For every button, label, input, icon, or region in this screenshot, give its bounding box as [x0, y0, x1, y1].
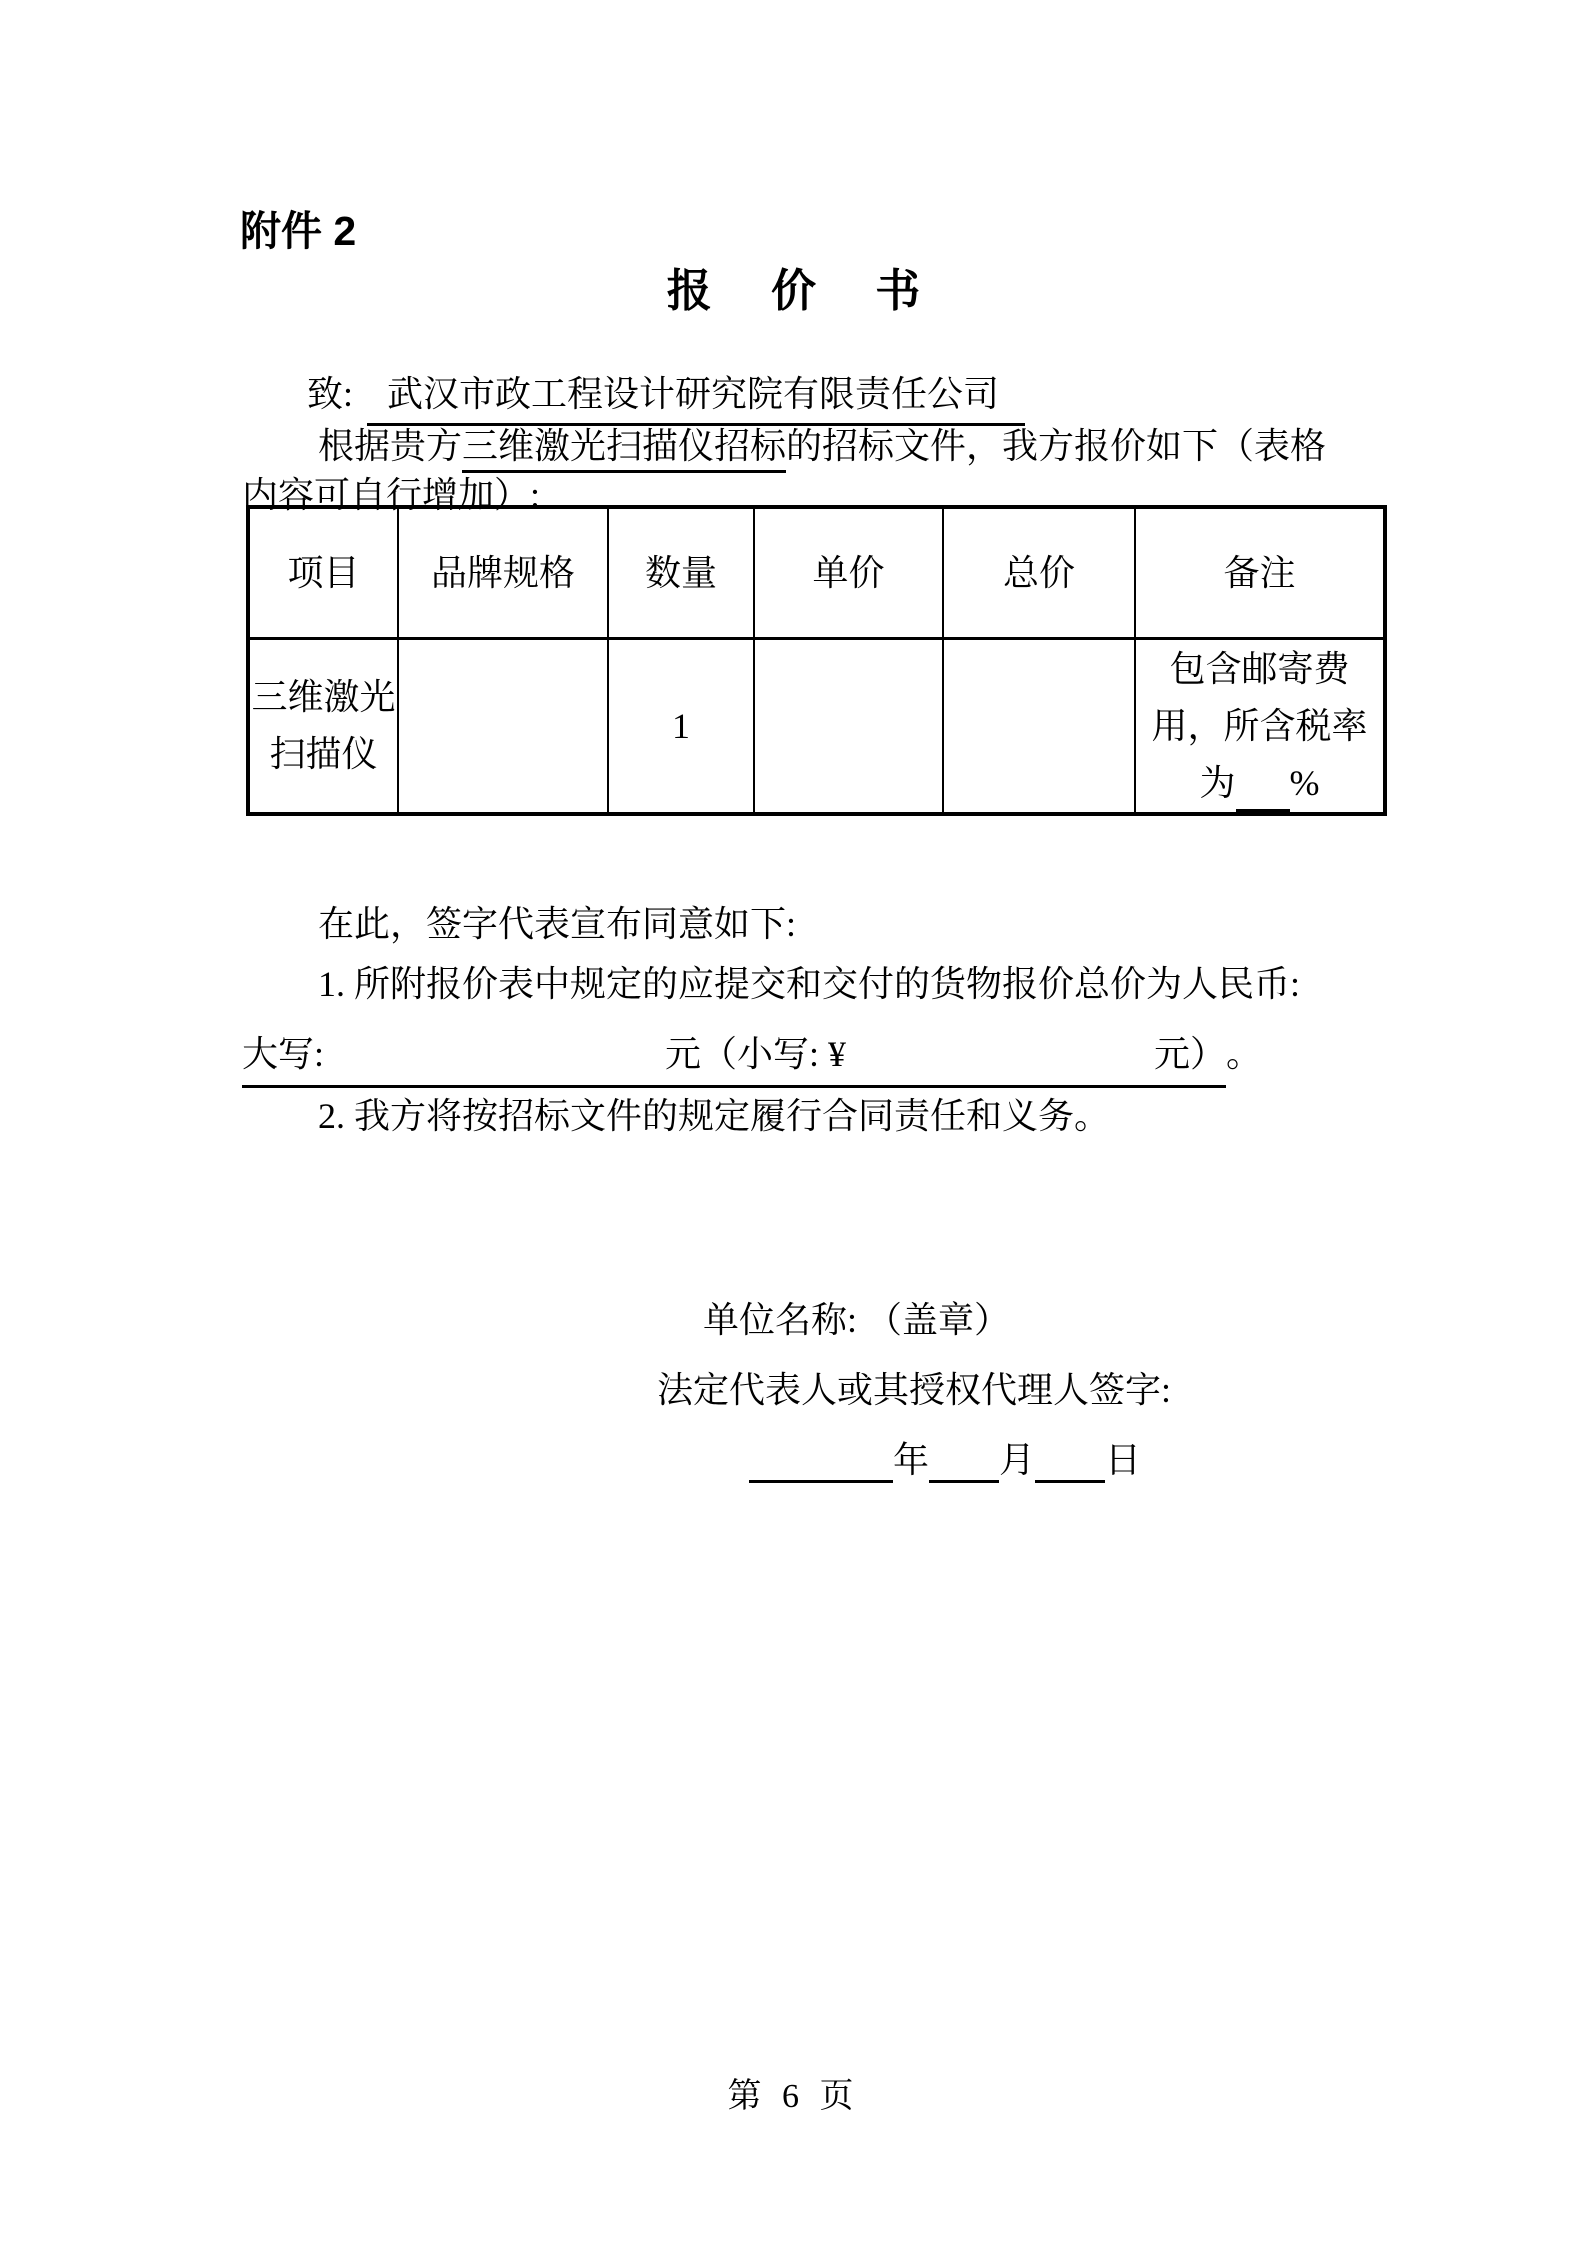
table-header-row — [248, 507, 1385, 639]
amount-period: 。 — [1226, 1034, 1263, 1074]
col-header-item: 项目 — [248, 507, 398, 639]
cell-brand-spec — [398, 639, 608, 815]
cell-total-price — [943, 639, 1135, 815]
cell-item: 三维激光扫描仪 — [248, 639, 398, 815]
cell-unit-price — [754, 639, 943, 815]
date-day-label: 日 — [1105, 1440, 1142, 1480]
salutation-line — [307, 366, 1025, 426]
date-day-blank — [1035, 1440, 1105, 1483]
tender-subject-underlined: 三维激光扫描仪招标 — [462, 426, 786, 473]
amount-yuan-close-label: 元） — [1154, 1034, 1227, 1074]
intro-paragraph-line1 — [242, 418, 1326, 469]
salutation-prefix: 致: — [307, 374, 354, 414]
col-header-total-price: 总价 — [943, 507, 1135, 639]
quotation-table — [246, 505, 1387, 816]
page-number-footer: 第 6 页 — [727, 2078, 860, 2115]
amount-underlined-segment — [242, 1026, 1226, 1088]
intro-text-post: 的招标文件，我方报价如下（表格 — [786, 426, 1327, 466]
date-month-label: 月 — [999, 1440, 1036, 1480]
amount-yuan-xiaoxie-label: 元（小写: ¥ — [665, 1034, 847, 1074]
date-month-blank — [929, 1440, 999, 1483]
declaration-item2: 2. 我方将按招标文件的规定履行合同责任和义务。 — [318, 1096, 1111, 1136]
signature-date-line — [749, 1432, 1141, 1483]
signature-company-seal-line: 单位名称: （盖章） — [703, 1300, 1011, 1340]
col-header-unit-price: 单价 — [754, 507, 943, 639]
intro-text-pre: 根据贵方 — [318, 426, 463, 466]
declaration-item1: 1. 所附报价表中规定的应提交和交付的货物报价总价为人民币: — [318, 964, 1301, 1004]
attachment-label: 附件 2 — [240, 208, 357, 254]
col-header-remark: 备注 — [1135, 507, 1385, 639]
remark-text: 包含邮寄费用，所含税率为 — [1151, 648, 1368, 803]
col-header-brand-spec: 品牌规格 — [398, 507, 608, 639]
declaration-intro: 在此，签字代表宣布同意如下: — [318, 904, 797, 944]
date-year-label: 年 — [893, 1440, 930, 1480]
document-title: 报 价 书 — [666, 266, 945, 316]
date-year-blank — [749, 1440, 893, 1483]
recipient-company-name: 武汉市政工程设计研究院有限责任公司 — [367, 366, 1025, 426]
intro-paragraph-line2: 内容可自行增加）: — [242, 475, 541, 515]
amount-daxie-label: 大写: — [242, 1034, 325, 1074]
col-header-quantity: 数量 — [608, 507, 754, 639]
cell-quantity: 1 — [608, 639, 754, 815]
cell-remark — [1135, 639, 1385, 815]
table-row — [248, 639, 1385, 815]
tax-rate-blank — [1236, 769, 1290, 812]
remark-percent-sign: % — [1289, 762, 1320, 803]
amount-line — [242, 1026, 1262, 1088]
signature-representative-line: 法定代表人或其授权代理人签字: — [657, 1370, 1172, 1410]
